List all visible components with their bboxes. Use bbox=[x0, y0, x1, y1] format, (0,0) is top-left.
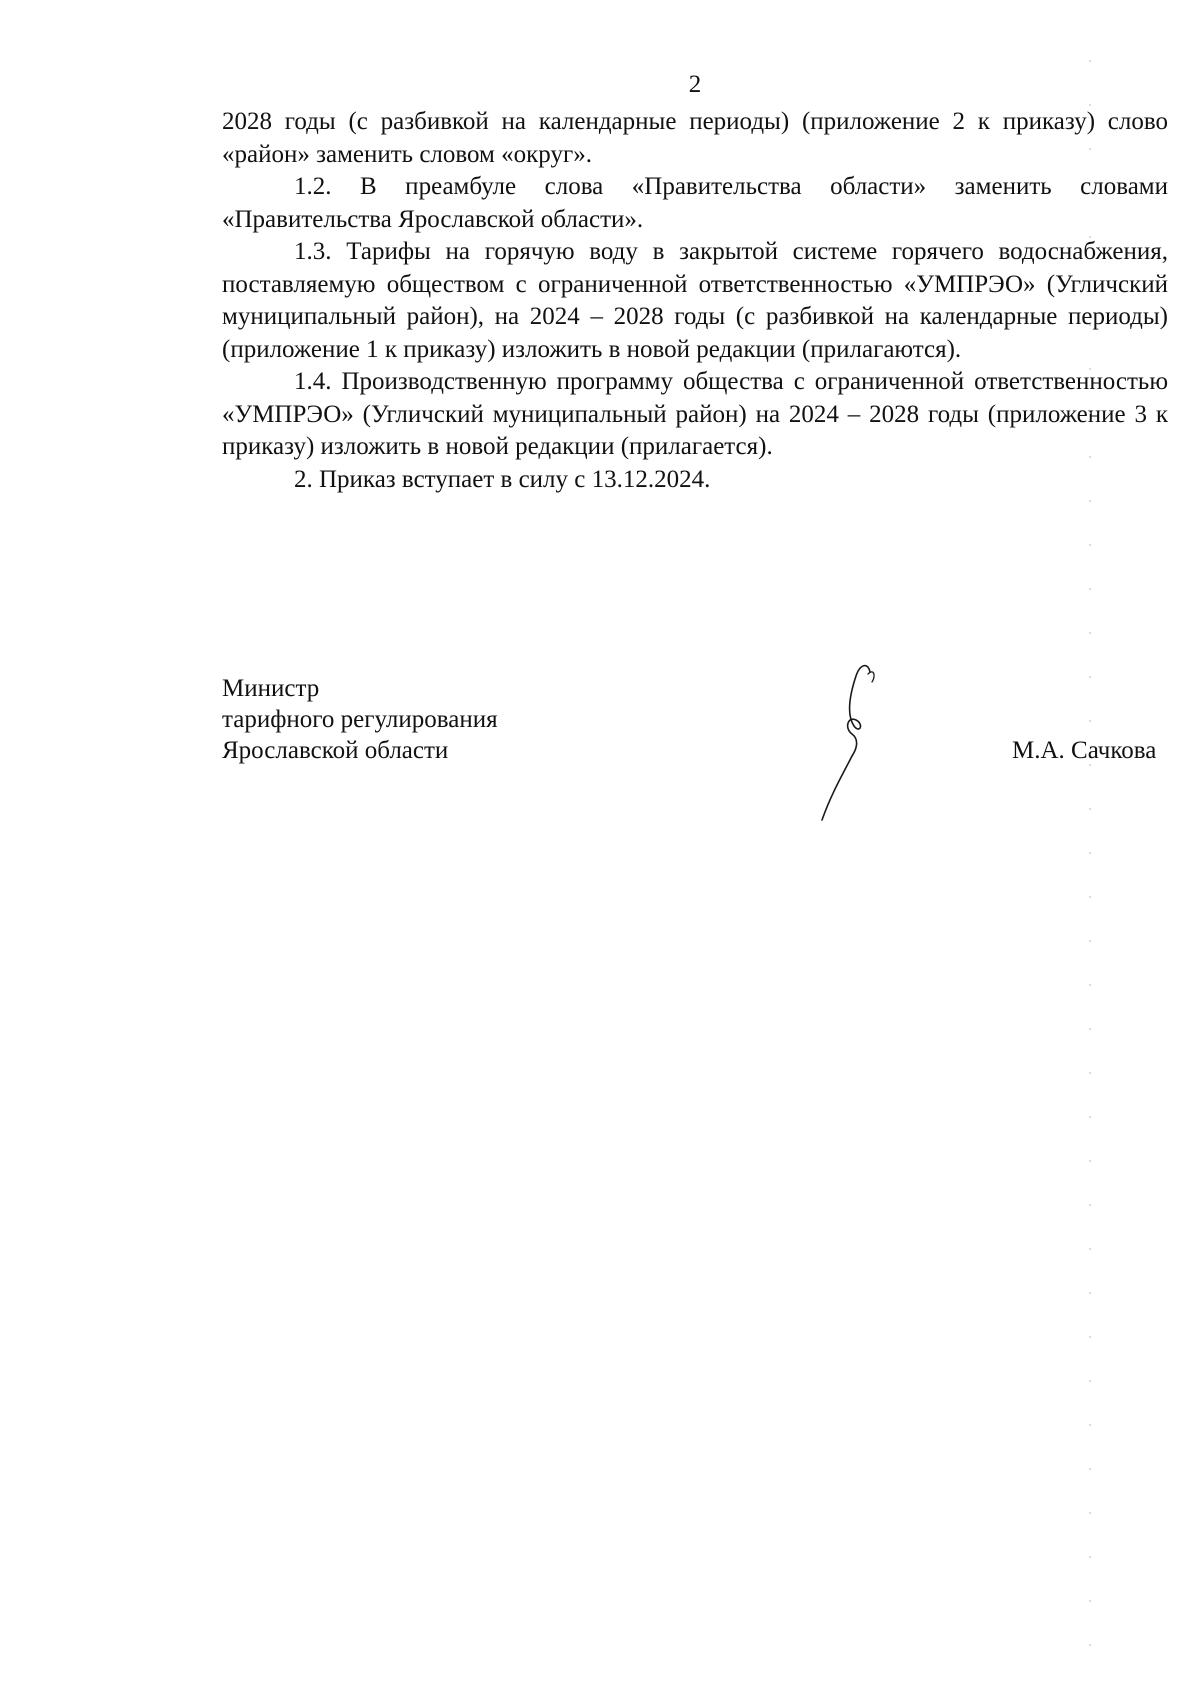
scan-edge-mark bbox=[1088, 60, 1092, 1660]
signatory-position-line: Министр bbox=[222, 675, 320, 702]
paragraph-1-2: 1.2. В преамбуле слова «Правительства области» заменить словами «Правительства Ярославской области». bbox=[222, 173, 1168, 233]
signatory-position-line: Ярославской области bbox=[222, 737, 449, 764]
document-body bbox=[222, 106, 1168, 496]
signer-name: М.А. Сачкова bbox=[1012, 737, 1157, 764]
handwritten-signature bbox=[810, 660, 910, 830]
signatory-position-line: тарифного регулирования bbox=[222, 706, 498, 733]
paragraph-1-3: 1.3. Тарифы на горячую воду в закрытой системе горячего водоснабжения, поставляемую обществом с ограниченной ответственностью «УМПРЭО» (Угличский муниципальный район), на 2024 – 2028 годы (с разбивкой на календарные периоды) (приложение 1 к приказу) изложить в новой редакции (прилагаются). bbox=[222, 238, 1168, 363]
paragraph-1-4: 1.4. Производственную программу общества с ограниченной ответственностью «УМПРЭО» (Угличский муниципальный район) на 2024 – 2028 годы (приложение 3 к приказу) изложить в новой редакции (прилагается). bbox=[222, 368, 1168, 460]
paragraph-continuation: 2028 годы (с разбивкой на календарные периоды) (приложение 2 к приказу) слово «район» заменить словом «округ». bbox=[222, 108, 1168, 168]
paragraph-2: 2. Приказ вступает в силу с 13.12.2024. bbox=[294, 465, 711, 493]
signatory-position bbox=[222, 673, 498, 766]
page-number: 2 bbox=[688, 71, 702, 98]
